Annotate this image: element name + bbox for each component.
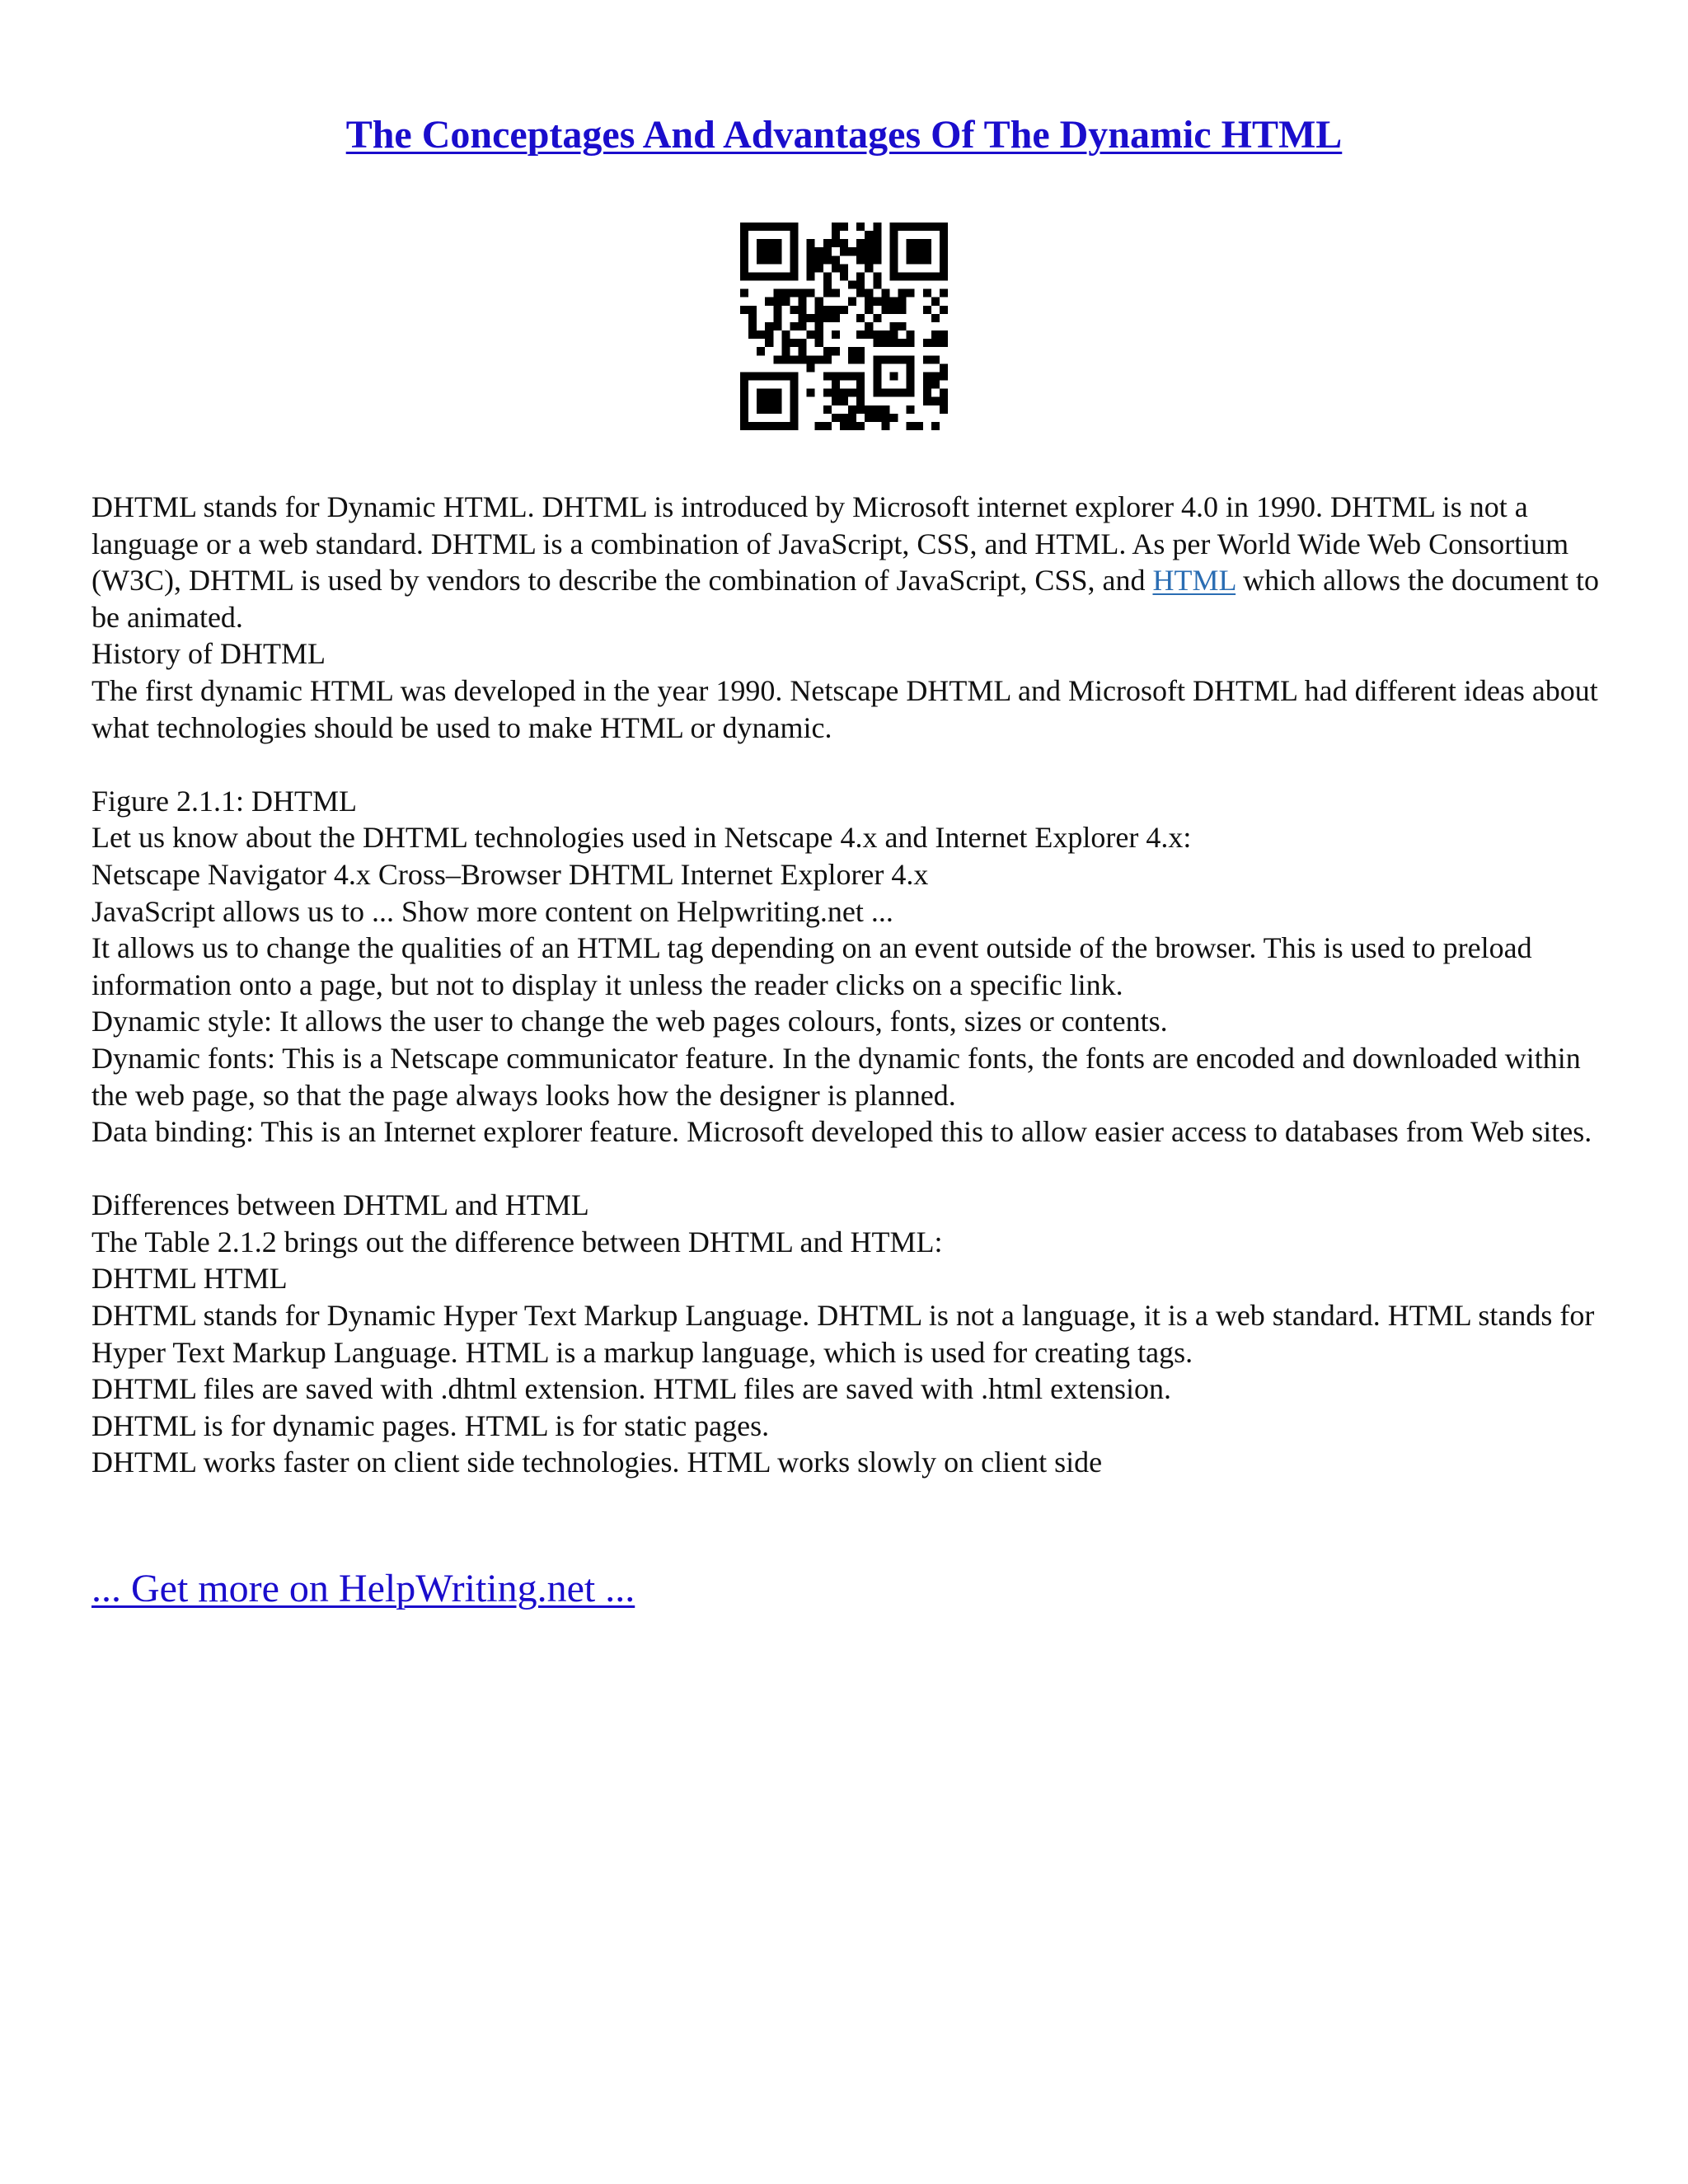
dynamic-fonts-paragraph: Dynamic fonts: This is a Netscape communicator feature. In the dynamic fonts, the fonts are encoded and downloaded within the web page, so that the page always looks how the designer is planned. xyxy=(91,1041,1581,1112)
dynamic-style-paragraph: Dynamic style: It allows the user to change the web pages colours, fonts, sizes or contents. xyxy=(91,1005,1168,1038)
figure-caption: Figure 2.1.1: DHTML xyxy=(91,784,357,818)
history-text: The first dynamic HTML was developed in the year 1990. Netscape DHTML and Microsoft DHTML had different ideas about what technologies should be used to make HTML or dynamic. xyxy=(91,673,1598,744)
get-more-paragraph xyxy=(91,1564,635,1614)
article-body xyxy=(91,489,1608,1481)
spacer xyxy=(91,1151,1608,1188)
javascript-line: JavaScript allows us to ... Show more content on Helpwriting.net ... xyxy=(91,894,893,928)
title-link[interactable]: The Conceptages And Advantages Of The Dynamic HTML xyxy=(345,113,1343,157)
differences-heading: Differences between DHTML and HTML xyxy=(91,1188,589,1222)
intro-paragraph xyxy=(91,489,1608,635)
table-row: DHTML is for dynamic pages. HTML is for static pages. xyxy=(91,1408,770,1442)
intro-text: DHTML stands for Dynamic HTML. DHTML is introduced by Microsoft internet explorer 4.0 in 1990. DHTML is not a language or a web standard. DHTML is a combination of JavaScript, CSS, and HTML. As per World Wide Web Consortium (W3C), DHTML is used by vendors to describe the combination of JavaScript, CSS, and xyxy=(91,490,1569,598)
table-row: DHTML files are saved with .dhtml extension. HTML files are saved with .html extension. xyxy=(91,1372,1172,1406)
data-binding-paragraph: Data binding: This is an Internet explorer feature. Microsoft developed this to allow easier access to databases from Web sites. xyxy=(91,1115,1592,1149)
table-header: DHTML HTML xyxy=(91,1262,288,1296)
spacer xyxy=(91,746,1608,783)
page-title xyxy=(0,105,1688,165)
intro-text-end: which allows the document to be animated. xyxy=(91,564,1600,634)
table-row: DHTML works faster on client side technologies. HTML works slowly on client side xyxy=(91,1446,1103,1479)
history-heading: History of DHTML xyxy=(91,637,326,671)
browsers-line: Netscape Navigator 4.x Cross–Browser DHTML Internet Explorer 4.x xyxy=(91,857,929,891)
get-more-link[interactable]: ... Get more on HelpWriting.net ... xyxy=(91,1567,635,1610)
table-intro: The Table 2.1.2 brings out the difference between DHTML and HTML: xyxy=(91,1225,943,1258)
technologies-intro: Let us know about the DHTML technologies used in Netscape 4.x and Internet Explorer 4.x: xyxy=(91,821,1192,855)
table-row: DHTML stands for Dynamic Hyper Text Markup Language. DHTML is not a language, it is a web standard. HTML stands for Hyper Text Markup Language. HTML is a markup language, which is used for creating tags. xyxy=(91,1299,1595,1369)
qr-code-icon xyxy=(740,223,948,430)
html-link[interactable]: HTML xyxy=(1152,564,1236,598)
qualities-paragraph: It allows us to change the qualities of an HTML tag depending on an event outside of the browser. This is used to preload information onto a page, but not to display it unless the reader clicks on a specific link. xyxy=(91,931,1532,1001)
